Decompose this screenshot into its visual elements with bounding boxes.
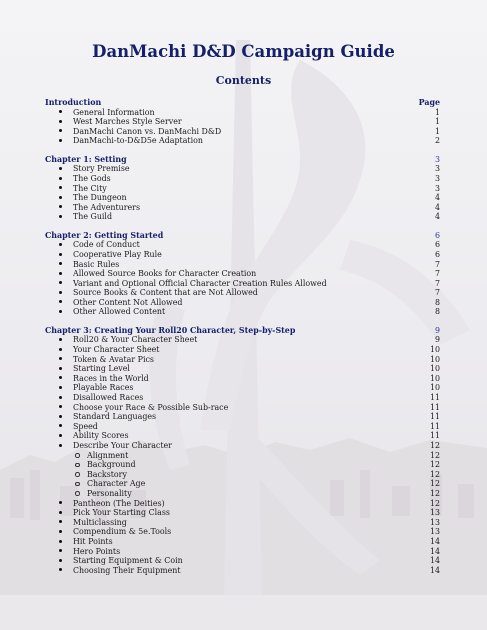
toc-entry-label: The Guild xyxy=(73,212,113,222)
toc-entry[interactable] xyxy=(45,288,440,298)
toc-page-number: 12 xyxy=(429,469,440,479)
toc-entry[interactable] xyxy=(45,403,440,413)
toc-entry[interactable] xyxy=(45,518,440,528)
toc-page-number: 11 xyxy=(429,421,440,431)
toc-page-column-label: Page xyxy=(418,98,440,107)
toc-section-chapter-3 xyxy=(45,326,440,575)
toc-entry[interactable] xyxy=(45,431,440,441)
toc-entry-label: Background xyxy=(87,460,136,470)
toc-entry[interactable] xyxy=(45,127,440,137)
toc-entry-label: General Information xyxy=(73,107,155,117)
document-title: DanMachi D&D Campaign Guide xyxy=(92,42,395,61)
toc-subentry[interactable] xyxy=(45,460,440,470)
toc-entry[interactable] xyxy=(45,212,440,222)
toc-entry[interactable] xyxy=(45,556,440,566)
toc-entry-label: Your Character Sheet xyxy=(73,345,160,355)
toc-page-number: 13 xyxy=(429,527,440,537)
toc-page-number: 12 xyxy=(429,479,440,489)
toc-heading-label: Introduction xyxy=(45,98,102,107)
toc-entry-label: Roll20 & Your Character Sheet xyxy=(73,335,198,345)
toc-entry[interactable] xyxy=(45,108,440,118)
toc-entry-label: DanMachi Canon vs. DanMachi D&D xyxy=(73,126,222,136)
toc-section-introduction xyxy=(45,98,440,146)
toc-page-number: 14 xyxy=(429,546,440,556)
toc-entry[interactable] xyxy=(45,422,440,432)
toc-entry-label: The Dungeon xyxy=(73,193,127,203)
toc-page-number: 8 xyxy=(434,297,440,307)
toc-page-number: 1 xyxy=(434,117,440,127)
toc-subentry[interactable] xyxy=(45,479,440,489)
toc-page-number: 12 xyxy=(429,488,440,498)
toc-page-number: 2 xyxy=(434,136,440,146)
toc-entry[interactable] xyxy=(45,117,440,127)
toc-entry-label: Character Age xyxy=(87,479,146,489)
toc-entry[interactable] xyxy=(45,374,440,384)
toc-page-number: 3 xyxy=(434,164,440,174)
toc-page-number: 11 xyxy=(429,431,440,441)
toc-page-number: 3 xyxy=(434,183,440,193)
toc-section-chapter-2 xyxy=(45,231,440,317)
toc-entry-label: Races in the World xyxy=(73,373,149,383)
toc-entry-label: Starting Level xyxy=(73,364,130,374)
contents-heading: Contents xyxy=(215,74,272,87)
toc-page-number: 8 xyxy=(434,307,440,317)
toc-page-number: 4 xyxy=(434,202,440,212)
toc-entry[interactable] xyxy=(45,269,440,279)
toc-entry[interactable] xyxy=(45,383,440,393)
toc-entry[interactable] xyxy=(45,250,440,260)
toc-entry[interactable] xyxy=(45,184,440,194)
toc-page-number: 10 xyxy=(429,345,440,355)
toc-entry-label: Standard Languages xyxy=(73,412,157,422)
toc-entry-label: Personality xyxy=(87,488,132,498)
toc-entry-label: Hit Points xyxy=(73,536,113,546)
toc-entry-label: Basic Rules xyxy=(73,259,120,269)
toc-entry-label: Alignment xyxy=(87,450,129,460)
toc-entry-label: Allowed Source Books for Character Creation xyxy=(73,269,257,279)
toc-entry[interactable] xyxy=(45,508,440,518)
toc-page-number: 6 xyxy=(434,249,440,259)
toc-entry-label: Compendium & 5e.Tools xyxy=(73,527,172,537)
toc-page-number: 14 xyxy=(429,536,440,546)
toc-page-number: 12 xyxy=(429,450,440,460)
toc-entry[interactable] xyxy=(45,547,440,557)
toc-page-number: 4 xyxy=(434,212,440,222)
toc-entry-label: The Gods xyxy=(73,173,111,183)
toc-entry-label: Describe Your Character xyxy=(73,440,172,450)
toc-entry-label: Source Books & Content that are Not Allowed xyxy=(73,288,258,298)
toc-entry[interactable] xyxy=(45,537,440,547)
toc-entry-label: The Adventurers xyxy=(73,202,140,212)
toc-entry-label: Speed xyxy=(73,421,98,431)
toc-entry[interactable] xyxy=(45,441,440,451)
toc-entry[interactable] xyxy=(45,174,440,184)
toc-entry[interactable] xyxy=(45,260,440,270)
toc-heading-label: Chapter 2: Getting Started xyxy=(45,230,164,240)
toc-entry-label: Code of Conduct xyxy=(73,240,140,250)
toc-page-number: 4 xyxy=(434,193,440,203)
toc-page-number: 14 xyxy=(429,556,440,566)
toc-heading[interactable] xyxy=(45,155,440,165)
toc-entry-label: Story Premise xyxy=(73,164,130,174)
toc-entry-label: Other Content Not Allowed xyxy=(73,297,183,307)
toc-page-number: 9 xyxy=(434,335,440,345)
toc-entry-label: Choosing Their Equipment xyxy=(73,565,181,575)
toc-page-number: 10 xyxy=(429,373,440,383)
toc-page-number: 12 xyxy=(429,498,440,508)
toc-entry-label: Cooperative Play Rule xyxy=(73,249,162,259)
toc-page-number: 11 xyxy=(429,402,440,412)
toc-entry-label: Choose your Race & Possible Sub-race xyxy=(73,402,229,412)
toc-subentry[interactable] xyxy=(45,470,440,480)
toc-page-number: 11 xyxy=(429,412,440,422)
toc-entry[interactable] xyxy=(45,364,440,374)
toc-entry-label: DanMachi-to-D&D5e Adaptation xyxy=(73,136,203,146)
toc-entry-label: Ability Scores xyxy=(73,431,129,441)
toc-entry[interactable] xyxy=(45,193,440,203)
toc-entry[interactable] xyxy=(45,136,440,146)
toc-entry[interactable] xyxy=(45,279,440,289)
toc-heading[interactable] xyxy=(45,326,440,336)
toc-heading-label: Chapter 1: Setting xyxy=(45,154,127,164)
toc-entry[interactable] xyxy=(45,298,440,308)
toc-page-number: 1 xyxy=(434,126,440,136)
toc-entry-label: The City xyxy=(73,183,107,193)
toc-page-number: 3 xyxy=(434,173,440,183)
toc-page-number: 13 xyxy=(429,517,440,527)
toc-page-number: 7 xyxy=(434,278,440,288)
toc-entry[interactable] xyxy=(45,345,440,355)
toc-page-number: 3 xyxy=(434,154,440,164)
toc-entry-label: Token & Avatar Pics xyxy=(73,354,154,364)
toc-page-number: 12 xyxy=(429,460,440,470)
toc-page-number: 11 xyxy=(429,393,440,403)
toc-entry-label: Multiclassing xyxy=(73,517,127,527)
toc-entry[interactable] xyxy=(45,164,440,174)
toc-page-number: 10 xyxy=(429,364,440,374)
toc-entry[interactable] xyxy=(45,307,440,317)
toc-page-number: 7 xyxy=(434,269,440,279)
toc-page-number: 10 xyxy=(429,354,440,364)
toc-heading[interactable] xyxy=(45,98,440,108)
toc-entry-label: Starting Equipment & Coin xyxy=(73,556,183,566)
toc-entry-label: Playable Races xyxy=(73,383,134,393)
toc-entry-label: Disallowed Races xyxy=(73,393,144,403)
toc-page-number: 9 xyxy=(434,325,440,335)
toc-entry-label: Pick Your Starting Class xyxy=(73,508,170,518)
toc-entry[interactable] xyxy=(45,393,440,403)
toc-heading-label: Chapter 3: Creating Your Roll20 Character, Step-by-Step xyxy=(45,325,296,335)
toc-page-number: 10 xyxy=(429,383,440,393)
toc-page-number: 7 xyxy=(434,288,440,298)
toc-entry-label: West Marches Style Server xyxy=(73,117,182,127)
toc-subentry[interactable] xyxy=(45,451,440,461)
toc-page-number: 14 xyxy=(429,565,440,575)
toc-page-number: 7 xyxy=(434,259,440,269)
toc-entry-label: Hero Points xyxy=(73,546,121,556)
toc-page-number: 13 xyxy=(429,508,440,518)
toc-entry[interactable] xyxy=(45,335,440,345)
toc-heading[interactable] xyxy=(45,231,440,241)
toc-page-number: 6 xyxy=(434,240,440,250)
toc-page-number: 6 xyxy=(434,230,440,240)
toc-page-number: 1 xyxy=(434,107,440,117)
toc-entry[interactable] xyxy=(45,203,440,213)
toc-entry[interactable] xyxy=(45,355,440,365)
toc-subentry[interactable] xyxy=(45,489,440,499)
toc-entry-label: Variant and Optional Official Character Creation Rules Allowed xyxy=(73,278,327,288)
table-of-contents xyxy=(45,98,440,584)
toc-entry-label: Pantheon (The Deities) xyxy=(73,498,165,508)
toc-entry-label: Other Allowed Content xyxy=(73,307,166,317)
toc-entry[interactable] xyxy=(45,527,440,537)
toc-entry-label: Backstory xyxy=(87,469,127,479)
toc-section-chapter-1 xyxy=(45,155,440,222)
toc-entry[interactable] xyxy=(45,240,440,250)
toc-entry[interactable] xyxy=(45,566,440,576)
toc-entry[interactable] xyxy=(45,499,440,509)
toc-page-number: 12 xyxy=(429,440,440,450)
toc-entry[interactable] xyxy=(45,412,440,422)
